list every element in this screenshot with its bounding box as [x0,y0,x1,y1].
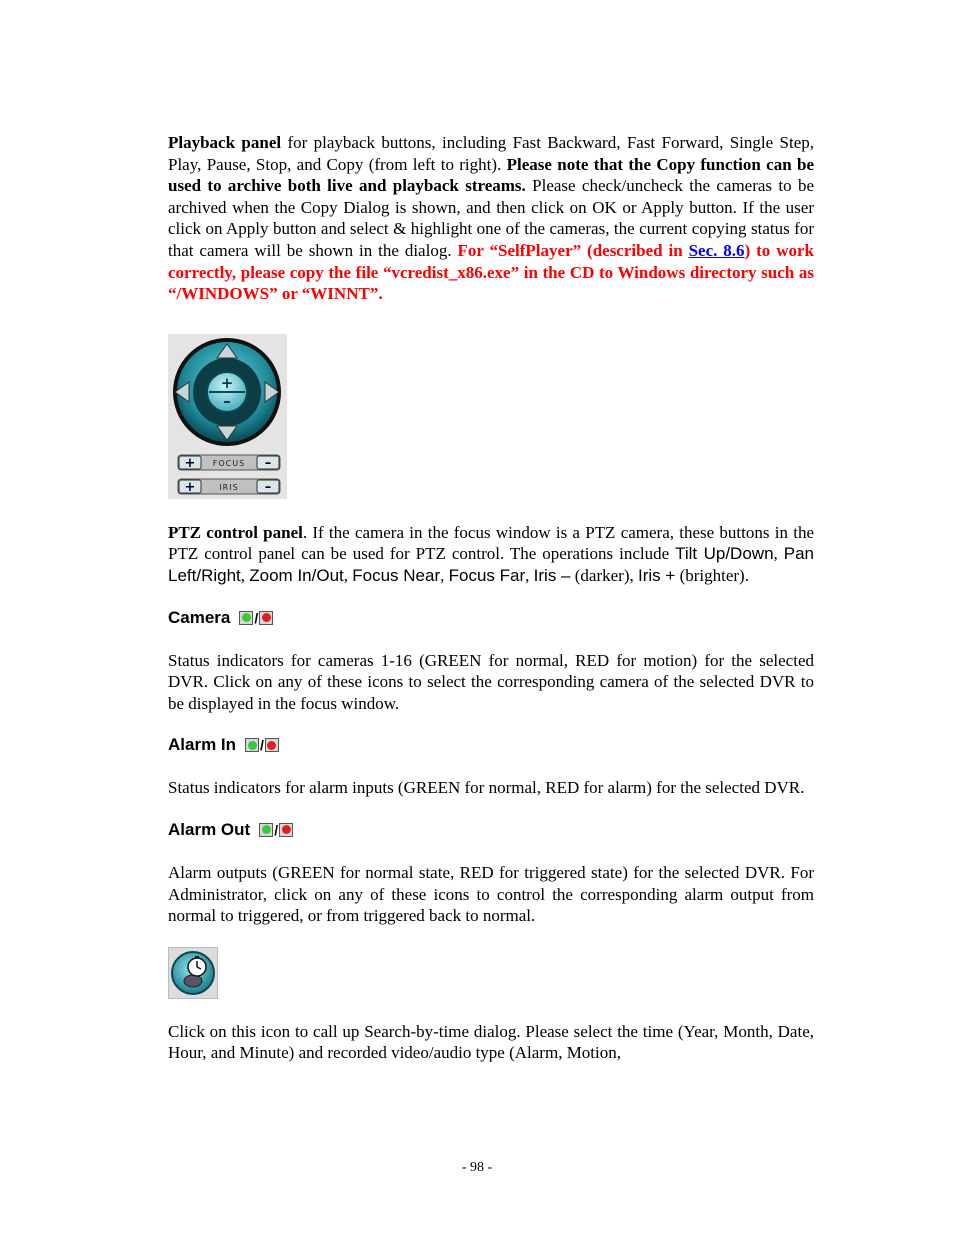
svg-text:+: + [184,479,196,495]
green-led-icon [259,823,273,837]
ptz-term: PTZ control panel [168,522,303,542]
camera-heading: Camera / [168,607,814,629]
search-by-time-icon [168,947,218,999]
ptz-control-panel-image [168,334,287,499]
alarm-in-heading: Alarm In / [168,734,814,756]
zoom-in-icon[interactable]: + [220,373,234,392]
sec-8-6-link[interactable]: Sec. 8.6 [688,240,745,260]
camera-paragraph: Status indicators for cameras 1-16 (GREEN for normal, RED for motion) for the selected DVR. Click on any of these icons to select the corresponding camera of the selected DVR to be displayed in the focus window. [168,650,814,713]
ptz-panel-graphic [168,334,287,499]
focus-label: FOCUS [212,458,246,468]
green-led-icon [245,738,259,752]
ptz-paragraph: PTZ control panel. If the camera in the focus window is a PTZ camera, these buttons in the PTZ control panel can be used for PTZ control. The operations include Tilt Up/Down, Pan Left/Right, Zoom In/Out, Focus Near, Focus Far, Iris – (darker), Iris + (brighter). [168,522,815,585]
alarm-out-paragraph: Alarm outputs (GREEN for normal state, RED for triggered state) for the selected DVR. For Administrator, click on any of these icons to control the corresponding alarm output from normal to triggered, or from triggered back to normal. [168,862,814,926]
red-led-icon [265,738,279,752]
svg-text:+: + [184,455,196,471]
red-led-icon [259,611,273,625]
alarm-out-heading: Alarm Out / [168,819,814,841]
alarm-in-status-indicators: / [245,738,279,752]
zoom-out-icon[interactable]: – [223,391,231,410]
svg-text:–: – [264,479,272,495]
alarm-out-status-indicators: / [259,823,293,837]
alarm-in-paragraph: Status indicators for alarm inputs (GREEN for normal, RED for alarm) for the selected DVR. [168,778,805,798]
document-page [168,132,814,1064]
playback-term: Playback panel [168,133,282,152]
iris-label: IRIS [219,482,239,492]
svg-text:–: – [264,455,272,471]
green-led-icon [239,611,253,625]
playback-paragraph: Playback panel for playback buttons, including Fast Backward, Fast Forward, Single Step, Play, Pause, Stop, and Copy (from left to right). Please note that the Copy function can be used to archive both live and playback streams. Please check/uncheck the cameras to be archived when the Copy Dialog is shown, and then click on OK or Apply button. If the user click on Apply button and select & highlight one of the cameras, the current copying status for that camera will be shown in the dialog. For “SelfPlayer” (described in Sec. 8.6) to work correctly, please copy the file “vcredist_x86.exe” in the CD to Windows directory such as “/WINDOWS” or “WINNT”. [168,133,814,304]
page-number: - 98 - [461,1160,493,1175]
search-paragraph: Click on this icon to call up Search-by-time dialog. Please select the time (Year, Month, Date, Hour, and Minute) and recorded video/audio type (Alarm, Motion, [168,1021,814,1063]
red-led-icon [279,823,293,837]
camera-status-indicators: / [239,611,273,625]
